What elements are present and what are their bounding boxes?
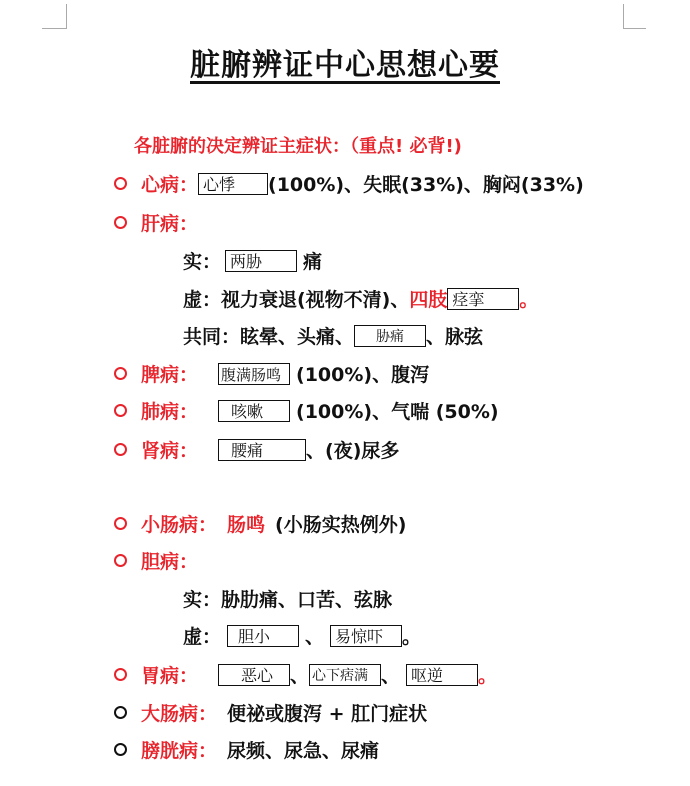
spleen-rest: (100%)、腹泻 [296, 364, 430, 386]
bullet-icon [114, 554, 127, 567]
spleen-blank-box: 腹满肠鸣 [218, 363, 290, 385]
stomach-box-3: 呕逆 [406, 664, 478, 686]
liver-deficiency-label: 虚：视力衰退(视物不清)、 [183, 289, 410, 311]
gallbladder-sep: 、 [305, 626, 325, 648]
heart-row [114, 170, 584, 200]
large-intestine-row [114, 699, 427, 729]
bullet-icon [114, 443, 127, 456]
liver-excess-label: 实： [183, 251, 222, 273]
bladder-label: 膀胱病： [141, 740, 218, 762]
kidney-row [114, 436, 399, 466]
spleen-label: 脾病： [141, 364, 199, 386]
liver-deficiency-row [183, 285, 538, 315]
page-corner-mark-right [623, 4, 646, 29]
intro-heading: 各脏腑的决定辨证主症状：（重点! 必背!) [134, 136, 462, 157]
stomach-label: 胃病： [141, 665, 199, 687]
large-intestine-label: 大肠病： [141, 703, 218, 725]
liver-excess-rest: 痛 [303, 251, 323, 273]
stomach-row [114, 661, 497, 691]
small-intestine-red-value: 肠鸣 [227, 514, 266, 536]
heart-label: 心病： [141, 174, 199, 196]
heart-blank-box: 心悸 [198, 173, 268, 195]
bladder-row [114, 736, 379, 766]
liver-label: 肝病： [141, 213, 199, 235]
gallbladder-box-1: 胆小 [227, 625, 299, 647]
liver-excess-row [183, 247, 322, 277]
bullet-icon [114, 517, 127, 530]
lung-label: 肺病： [141, 401, 199, 423]
small-intestine-rest: (小肠实热例外) [275, 514, 407, 536]
bullet-icon [114, 668, 127, 681]
bullet-icon [114, 404, 127, 417]
lung-blank-box: 咳嗽 [218, 400, 290, 422]
stomach-end: 。 [478, 665, 498, 687]
bullet-icon [114, 367, 127, 380]
liver-common-label: 共同：眩晕、头痛、 [183, 326, 355, 348]
gallbladder-label: 胆病： [141, 551, 199, 573]
stomach-sep-2: 、 [381, 665, 401, 687]
gallbladder-box-2: 易惊吓 [330, 625, 402, 647]
lung-rest: (100%)、气喘 (50%) [296, 401, 499, 423]
liver-deficiency-box: 痉挛 [447, 288, 519, 310]
bullet-icon [114, 743, 127, 756]
gallbladder-deficiency-label: 虚： [183, 626, 222, 648]
liver-row [114, 209, 198, 239]
stomach-sep-1: 、 [290, 665, 310, 687]
spleen-row [114, 360, 429, 390]
kidney-rest: 、(夜)尿多 [306, 440, 400, 462]
stomach-box-1: 恶心 [218, 664, 290, 686]
large-intestine-rest: 便祕或腹泻 + 肛门症状 [227, 703, 428, 725]
heart-rest: (100%)、失眠(33%)、胸闷(33%) [268, 174, 584, 196]
small-intestine-label: 小肠病： [141, 514, 218, 536]
liver-deficiency-end: 。 [519, 289, 539, 311]
kidney-blank-box: 腰痛 [218, 439, 306, 461]
page-title: 脏腑辨证中心思想心要 [190, 48, 500, 83]
liver-common-rest: 、脉弦 [426, 326, 484, 348]
small-intestine-row [114, 510, 406, 540]
gallbladder-excess-row: 实：胁肋痛、口苦、弦脉 [183, 589, 393, 611]
bullet-icon [114, 177, 127, 190]
bladder-rest: 尿频、尿急、尿痛 [227, 740, 380, 762]
liver-deficiency-red: 四肢 [409, 289, 448, 311]
bullet-icon [114, 706, 127, 719]
gallbladder-row [114, 547, 198, 577]
liver-excess-box: 两胁 [225, 250, 297, 272]
gallbladder-deficiency-row [183, 622, 421, 652]
page-corner-mark-left [42, 4, 67, 29]
gallbladder-end: 。 [402, 626, 422, 648]
liver-common-row [183, 322, 483, 352]
liver-common-box: 胁痛 [354, 325, 426, 347]
stomach-box-2: 心下痞满 [309, 664, 381, 686]
bullet-icon [114, 216, 127, 229]
kidney-label: 肾病： [141, 440, 199, 462]
lung-row [114, 397, 499, 427]
